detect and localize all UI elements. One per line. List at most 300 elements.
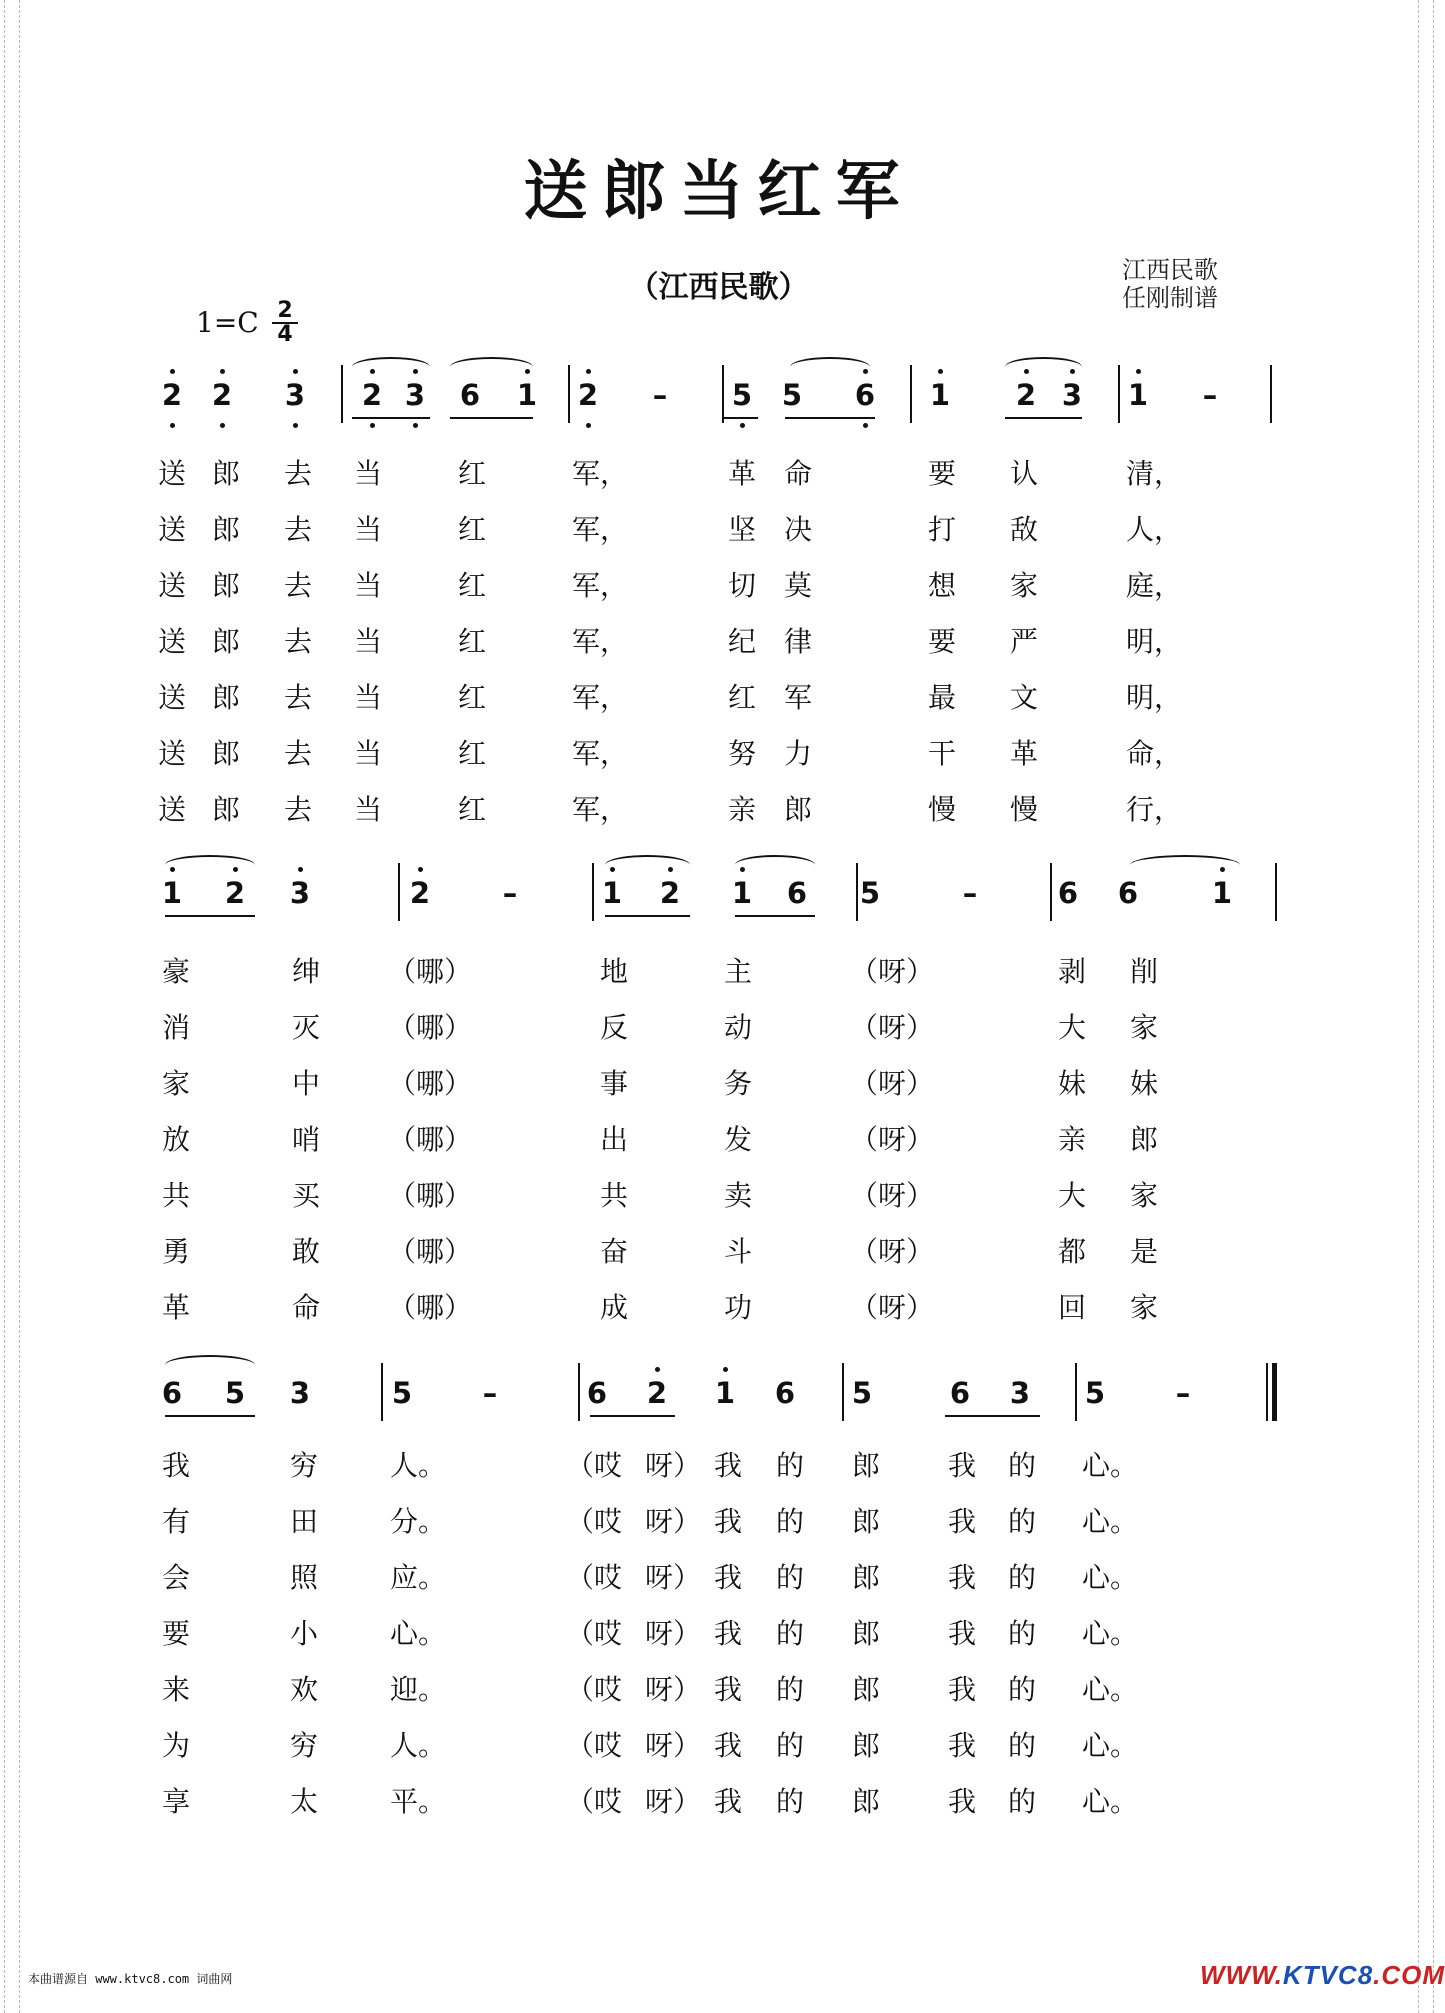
note-1-16: 1 xyxy=(1127,378,1149,412)
beam-underline xyxy=(722,417,758,419)
lyric-1-7-5: 红 xyxy=(458,793,487,826)
lyric-2-1-1: 豪 xyxy=(162,955,191,988)
lyric-3-4-8: 郎 xyxy=(852,1617,881,1650)
note-2-3: 3 xyxy=(289,876,311,910)
lyric-1-4-10: 严 xyxy=(1010,625,1039,658)
note-2-4: 2 xyxy=(409,876,431,910)
lyric-1-2-9: 打 xyxy=(928,513,957,546)
lyric-3-6-10: 的 xyxy=(1008,1729,1037,1762)
lyric-1-6-9: 干 xyxy=(928,737,957,770)
lyric-1-2-7: 坚 xyxy=(728,513,757,546)
lyric-3-5-7: 的 xyxy=(776,1673,805,1706)
lyric-2-1-3: （哪） xyxy=(388,955,473,988)
lyric-2-5-8: 家 xyxy=(1130,1179,1159,1212)
note-1-4: 2 xyxy=(361,378,383,412)
note-1-7: 1 xyxy=(516,378,538,412)
lyric-1-5-6: 军， xyxy=(572,681,629,714)
bar-line xyxy=(578,1363,580,1421)
lyric-3-5-6: 我 xyxy=(714,1673,743,1706)
lyric-1-6-11: 命， xyxy=(1126,737,1183,770)
lyric-3-6-3: 人。 xyxy=(390,1729,447,1762)
lyric-1-5-1: 送 xyxy=(158,681,187,714)
high-octave-dot xyxy=(298,867,303,872)
note-2-1: 1 xyxy=(161,876,183,910)
note-2-7: 2 xyxy=(659,876,681,910)
lyric-3-7-10: 的 xyxy=(1008,1785,1037,1818)
lyric-2-4-2: 哨 xyxy=(292,1123,321,1156)
slur-arc xyxy=(790,357,870,377)
lyric-1-7-3: 去 xyxy=(284,793,313,826)
lyric-1-7-7: 亲 xyxy=(728,793,757,826)
lyric-1-5-3: 去 xyxy=(284,681,313,714)
lyric-2-7-5: 功 xyxy=(724,1291,753,1324)
note-3-11: 6 xyxy=(949,1376,971,1410)
lyric-3-4-9: 我 xyxy=(948,1617,977,1650)
lyric-3-5-11: 心。 xyxy=(1082,1673,1139,1706)
lyric-3-1-4: （哎 xyxy=(566,1449,623,1482)
lyric-3-6-5: 呀） xyxy=(645,1729,702,1762)
lyric-2-4-4: 出 xyxy=(600,1123,629,1156)
lyric-2-3-5: 务 xyxy=(724,1067,753,1100)
note-1-9: – xyxy=(652,378,668,412)
lyric-2-3-3: （哪） xyxy=(388,1067,473,1100)
lyric-2-6-5: 斗 xyxy=(724,1235,753,1268)
lyric-3-6-11: 心。 xyxy=(1082,1729,1139,1762)
lyric-3-2-8: 郎 xyxy=(852,1505,881,1538)
lyric-1-1-6: 军， xyxy=(572,457,629,490)
lyric-1-2-8: 决 xyxy=(784,513,813,546)
lyric-2-1-5: 主 xyxy=(724,955,753,988)
lyric-1-4-5: 红 xyxy=(458,625,487,658)
lyric-1-7-6: 军， xyxy=(572,793,629,826)
lyric-1-7-9: 慢 xyxy=(928,793,957,826)
lyric-2-7-3: （哪） xyxy=(388,1291,473,1324)
note-1-15: 3 xyxy=(1061,378,1083,412)
lyric-2-4-3: （哪） xyxy=(388,1123,473,1156)
note-3-4: 5 xyxy=(391,1376,413,1410)
lyric-1-5-9: 最 xyxy=(928,681,957,714)
lyric-3-2-9: 我 xyxy=(948,1505,977,1538)
lyric-1-5-2: 郎 xyxy=(212,681,241,714)
lyric-1-3-6: 军， xyxy=(572,569,629,602)
lyric-3-2-7: 的 xyxy=(776,1505,805,1538)
bar-line xyxy=(398,863,400,921)
lyric-3-6-8: 郎 xyxy=(852,1729,881,1762)
lyric-1-6-10: 革 xyxy=(1010,737,1039,770)
bar-line xyxy=(381,1363,383,1421)
lyric-3-1-3: 人。 xyxy=(390,1449,447,1482)
lyric-2-3-2: 中 xyxy=(292,1067,321,1100)
bar-line xyxy=(1075,1363,1077,1421)
lyric-1-1-2: 郎 xyxy=(212,457,241,490)
lyric-3-1-5: 呀） xyxy=(645,1449,702,1482)
lyric-1-4-9: 要 xyxy=(928,625,957,658)
lyric-3-3-7: 的 xyxy=(776,1561,805,1594)
lyric-3-6-9: 我 xyxy=(948,1729,977,1762)
lyric-1-6-6: 军， xyxy=(572,737,629,770)
lyric-3-6-7: 的 xyxy=(776,1729,805,1762)
note-2-9: 6 xyxy=(786,876,808,910)
time-signature-top: 2 xyxy=(277,298,293,323)
lyric-2-1-7: 剥 xyxy=(1058,955,1087,988)
lyric-2-7-4: 成 xyxy=(600,1291,629,1324)
brand-prefix: WWW. xyxy=(1200,1960,1283,1990)
bar-line xyxy=(568,365,570,423)
note-1-3: 3 xyxy=(284,378,306,412)
lyric-2-4-8: 郎 xyxy=(1130,1123,1159,1156)
high-octave-dot xyxy=(655,1367,660,1372)
lyric-1-3-9: 想 xyxy=(928,569,957,602)
lyric-2-5-6: （呀） xyxy=(850,1179,935,1212)
lyric-3-4-11: 心。 xyxy=(1082,1617,1139,1650)
lyric-3-3-9: 我 xyxy=(948,1561,977,1594)
lyric-2-5-2: 买 xyxy=(292,1179,321,1212)
lyric-1-5-5: 红 xyxy=(458,681,487,714)
slur-arc xyxy=(165,1355,255,1375)
lyric-1-6-2: 郎 xyxy=(212,737,241,770)
final-bar-line-thick xyxy=(1272,1363,1277,1421)
slur-arc xyxy=(352,357,430,377)
lyric-3-2-3: 分。 xyxy=(390,1505,447,1538)
lyric-1-1-8: 命 xyxy=(784,457,813,490)
lyric-3-7-7: 的 xyxy=(776,1785,805,1818)
low-octave-dot xyxy=(170,423,175,428)
lyric-2-7-2: 命 xyxy=(292,1291,321,1324)
high-octave-dot xyxy=(418,867,423,872)
lyric-3-4-3: 心。 xyxy=(390,1617,447,1650)
lyric-1-5-11: 明， xyxy=(1126,681,1183,714)
lyric-3-1-8: 郎 xyxy=(852,1449,881,1482)
lyric-3-7-2: 太 xyxy=(290,1785,319,1818)
lyric-1-6-5: 红 xyxy=(458,737,487,770)
note-2-13: 6 xyxy=(1117,876,1139,910)
lyric-3-1-1: 我 xyxy=(162,1449,191,1482)
low-octave-dot xyxy=(740,423,745,428)
lyric-1-3-7: 切 xyxy=(728,569,757,602)
lyric-3-7-4: （哎 xyxy=(566,1785,623,1818)
note-2-5: – xyxy=(502,876,518,910)
note-3-5: – xyxy=(482,1376,498,1410)
lyric-3-6-4: （哎 xyxy=(566,1729,623,1762)
bar-line xyxy=(856,863,858,921)
lyric-3-4-2: 小 xyxy=(290,1617,319,1650)
lyric-1-6-4: 当 xyxy=(354,737,383,770)
lyric-1-4-7: 纪 xyxy=(728,625,757,658)
lyric-2-1-4: 地 xyxy=(600,955,629,988)
note-3-10: 5 xyxy=(851,1376,873,1410)
lyric-3-4-7: 的 xyxy=(776,1617,805,1650)
beam-underline xyxy=(1005,417,1082,419)
bar-line xyxy=(722,365,724,423)
lyric-2-1-8: 削 xyxy=(1130,955,1159,988)
note-3-8: 1 xyxy=(714,1376,736,1410)
lyric-3-3-10: 的 xyxy=(1008,1561,1037,1594)
lyric-3-7-5: 呀） xyxy=(645,1785,702,1818)
lyric-3-1-10: 的 xyxy=(1008,1449,1037,1482)
high-octave-dot xyxy=(170,369,175,374)
lyric-2-2-8: 家 xyxy=(1130,1011,1159,1044)
lyric-1-1-7: 革 xyxy=(728,457,757,490)
time-signature-bottom: 4 xyxy=(272,322,298,346)
lyric-1-2-6: 军， xyxy=(572,513,629,546)
lyric-1-2-4: 当 xyxy=(354,513,383,546)
note-2-2: 2 xyxy=(224,876,246,910)
lyric-3-3-2: 照 xyxy=(290,1561,319,1594)
beam-underline xyxy=(352,417,430,419)
lyric-2-3-7: 妹 xyxy=(1058,1067,1087,1100)
note-2-12: 6 xyxy=(1057,876,1079,910)
lyric-1-3-1: 送 xyxy=(158,569,187,602)
lyric-2-6-6: （呀） xyxy=(850,1235,935,1268)
slur-arc xyxy=(1130,855,1240,875)
lyric-1-4-4: 当 xyxy=(354,625,383,658)
lyric-3-1-6: 我 xyxy=(714,1449,743,1482)
lyric-1-7-4: 当 xyxy=(354,793,383,826)
lyric-3-7-6: 我 xyxy=(714,1785,743,1818)
lyric-1-2-11: 人， xyxy=(1126,513,1183,546)
slur-arc xyxy=(450,357,533,377)
lyric-2-7-6: （呀） xyxy=(850,1291,935,1324)
lyric-1-1-11: 清， xyxy=(1126,457,1183,490)
lyric-3-2-2: 田 xyxy=(290,1505,319,1538)
lyric-1-1-4: 当 xyxy=(354,457,383,490)
lyric-2-5-1: 共 xyxy=(162,1179,191,1212)
lyric-1-7-10: 慢 xyxy=(1010,793,1039,826)
lyric-3-3-1: 会 xyxy=(162,1561,191,1594)
slur-arc xyxy=(735,855,815,875)
note-3-6: 6 xyxy=(586,1376,608,1410)
lyric-1-7-11: 行， xyxy=(1126,793,1183,826)
low-octave-dot xyxy=(293,423,298,428)
bar-line xyxy=(910,365,912,423)
lyric-2-5-7: 大 xyxy=(1058,1179,1087,1212)
note-1-17: – xyxy=(1202,378,1218,412)
note-1-12: 6 xyxy=(854,378,876,412)
low-octave-dot xyxy=(586,423,591,428)
lyric-3-3-11: 心。 xyxy=(1082,1561,1139,1594)
high-octave-dot xyxy=(723,1367,728,1372)
bar-line xyxy=(1275,863,1277,921)
beam-underline xyxy=(785,417,875,419)
lyric-3-2-5: 呀） xyxy=(645,1505,702,1538)
lyric-1-5-4: 当 xyxy=(354,681,383,714)
lyric-1-2-2: 郎 xyxy=(212,513,241,546)
lyric-1-3-10: 家 xyxy=(1010,569,1039,602)
lyric-3-3-3: 应。 xyxy=(390,1561,447,1594)
bar-line xyxy=(842,1363,844,1421)
note-3-13: 5 xyxy=(1084,1376,1106,1410)
lyric-2-2-2: 灭 xyxy=(292,1011,321,1044)
slur-arc xyxy=(1005,357,1082,377)
beam-underline xyxy=(590,1415,675,1417)
lyric-2-2-7: 大 xyxy=(1058,1011,1087,1044)
bar-line xyxy=(1118,365,1120,423)
note-1-5: 3 xyxy=(404,378,426,412)
lyric-2-3-6: （呀） xyxy=(850,1067,935,1100)
lyric-1-5-7: 红 xyxy=(728,681,757,714)
brand-main: KTVC8 xyxy=(1282,1960,1374,1990)
lyric-1-7-1: 送 xyxy=(158,793,187,826)
note-3-7: 2 xyxy=(646,1376,668,1410)
low-octave-dot xyxy=(370,423,375,428)
brand-suffix: .COM xyxy=(1373,1960,1445,1990)
lyric-2-7-8: 家 xyxy=(1130,1291,1159,1324)
lyric-2-3-8: 妹 xyxy=(1130,1067,1159,1100)
lyric-2-3-4: 事 xyxy=(600,1067,629,1100)
note-2-10: 5 xyxy=(859,876,881,910)
lyric-2-2-3: （哪） xyxy=(388,1011,473,1044)
lyric-1-4-3: 去 xyxy=(284,625,313,658)
lyric-2-2-1: 消 xyxy=(162,1011,191,1044)
lyric-3-5-2: 欢 xyxy=(290,1673,319,1706)
note-2-6: 1 xyxy=(601,876,623,910)
lyric-1-7-2: 郎 xyxy=(212,793,241,826)
lyric-3-5-10: 的 xyxy=(1008,1673,1037,1706)
lyric-3-7-3: 平。 xyxy=(390,1785,447,1818)
lyric-3-6-2: 穷 xyxy=(290,1729,319,1762)
lyric-3-5-5: 呀） xyxy=(645,1673,702,1706)
credit-arranger: 任刚制谱 xyxy=(1122,284,1218,312)
lyric-3-2-10: 的 xyxy=(1008,1505,1037,1538)
lyric-2-5-5: 卖 xyxy=(724,1179,753,1212)
lyric-2-6-3: （哪） xyxy=(388,1235,473,1268)
high-octave-dot xyxy=(220,369,225,374)
lyric-3-5-1: 来 xyxy=(162,1673,191,1706)
lyric-1-4-6: 军， xyxy=(572,625,629,658)
lyric-2-4-6: （呀） xyxy=(850,1123,935,1156)
lyric-3-6-1: 为 xyxy=(162,1729,191,1762)
lyric-1-1-1: 送 xyxy=(158,457,187,490)
lyric-2-6-8: 是 xyxy=(1130,1235,1159,1268)
lyric-1-4-2: 郎 xyxy=(212,625,241,658)
lyric-1-3-2: 郎 xyxy=(212,569,241,602)
lyric-2-4-7: 亲 xyxy=(1058,1123,1087,1156)
lyric-2-7-7: 回 xyxy=(1058,1291,1087,1324)
lyric-3-4-1: 要 xyxy=(162,1617,191,1650)
lyric-1-2-10: 敌 xyxy=(1010,513,1039,546)
lyric-3-4-10: 的 xyxy=(1008,1617,1037,1650)
note-2-11: – xyxy=(962,876,978,910)
lyric-3-4-6: 我 xyxy=(714,1617,743,1650)
lyric-1-3-5: 红 xyxy=(458,569,487,602)
note-3-9: 6 xyxy=(774,1376,796,1410)
beam-underline xyxy=(735,915,815,917)
lyric-3-5-9: 我 xyxy=(948,1673,977,1706)
lyric-2-3-1: 家 xyxy=(162,1067,191,1100)
note-2-8: 1 xyxy=(731,876,753,910)
lyric-1-3-3: 去 xyxy=(284,569,313,602)
note-1-11: 5 xyxy=(781,378,803,412)
note-3-3: 3 xyxy=(289,1376,311,1410)
lyric-3-1-7: 的 xyxy=(776,1449,805,1482)
lyric-2-6-1: 勇 xyxy=(162,1235,191,1268)
lyric-1-2-5: 红 xyxy=(458,513,487,546)
lyric-3-3-6: 我 xyxy=(714,1561,743,1594)
beam-underline xyxy=(165,1415,255,1417)
lyric-1-5-8: 军 xyxy=(784,681,813,714)
lyric-1-6-8: 力 xyxy=(784,737,813,770)
note-1-14: 2 xyxy=(1015,378,1037,412)
lyric-3-2-11: 心。 xyxy=(1082,1505,1139,1538)
lyric-1-5-10: 文 xyxy=(1010,681,1039,714)
key-signature: 1=C xyxy=(196,306,259,339)
footer-source: 本曲谱源自 www.ktvc8.com 词曲网 xyxy=(28,1972,233,1986)
lyric-3-2-6: 我 xyxy=(714,1505,743,1538)
song-title: 送郎当红军 xyxy=(523,154,914,229)
lyric-3-2-4: （哎 xyxy=(566,1505,623,1538)
lyric-1-6-1: 送 xyxy=(158,737,187,770)
lyric-3-7-11: 心。 xyxy=(1082,1785,1139,1818)
lyric-1-1-10: 认 xyxy=(1010,457,1039,490)
footer-brand xyxy=(1200,1960,1445,1991)
lyric-1-3-11: 庭， xyxy=(1126,569,1183,602)
lyric-1-3-8: 莫 xyxy=(784,569,813,602)
lyric-1-3-4: 当 xyxy=(354,569,383,602)
lyric-1-1-3: 去 xyxy=(284,457,313,490)
lyric-2-5-4: 共 xyxy=(600,1179,629,1212)
lyric-1-7-8: 郎 xyxy=(784,793,813,826)
note-1-10: 5 xyxy=(731,378,753,412)
lyric-3-6-6: 我 xyxy=(714,1729,743,1762)
final-bar-line xyxy=(1266,1363,1268,1421)
lyric-1-4-1: 送 xyxy=(158,625,187,658)
lyric-2-5-3: （哪） xyxy=(388,1179,473,1212)
note-1-1: 2 xyxy=(161,378,183,412)
low-octave-dot xyxy=(413,423,418,428)
lyric-2-7-1: 革 xyxy=(162,1291,191,1324)
lyric-1-1-5: 红 xyxy=(458,457,487,490)
lyric-3-7-1: 享 xyxy=(162,1785,191,1818)
lyric-2-4-1: 放 xyxy=(162,1123,191,1156)
lyric-1-4-8: 律 xyxy=(784,625,813,658)
lyric-3-4-5: 呀） xyxy=(645,1617,702,1650)
lyric-2-1-6: （呀） xyxy=(850,955,935,988)
note-3-14: – xyxy=(1175,1376,1191,1410)
lyric-3-5-3: 迎。 xyxy=(390,1673,447,1706)
lyric-3-1-11: 心。 xyxy=(1082,1449,1139,1482)
lyric-1-6-7: 努 xyxy=(728,737,757,770)
note-3-2: 5 xyxy=(224,1376,246,1410)
beam-underline xyxy=(165,915,255,917)
credit-origin: 江西民歌 xyxy=(1122,256,1218,284)
note-1-13: 1 xyxy=(929,378,951,412)
lyric-3-3-8: 郎 xyxy=(852,1561,881,1594)
high-octave-dot xyxy=(1136,369,1141,374)
lyric-3-3-4: （哎 xyxy=(566,1561,623,1594)
high-octave-dot xyxy=(293,369,298,374)
lyric-1-4-11: 明， xyxy=(1126,625,1183,658)
note-3-1: 6 xyxy=(161,1376,183,1410)
beam-underline xyxy=(605,915,690,917)
beam-underline xyxy=(450,417,533,419)
lyric-2-4-5: 发 xyxy=(724,1123,753,1156)
slur-arc xyxy=(165,855,255,875)
lyric-3-3-5: 呀） xyxy=(645,1561,702,1594)
lyric-2-2-6: （呀） xyxy=(850,1011,935,1044)
lyric-3-4-4: （哎 xyxy=(566,1617,623,1650)
lyric-3-1-9: 我 xyxy=(948,1449,977,1482)
lyric-1-2-3: 去 xyxy=(284,513,313,546)
lyric-1-1-9: 要 xyxy=(928,457,957,490)
lyric-2-6-4: 奋 xyxy=(600,1235,629,1268)
bar-line xyxy=(592,863,594,921)
bar-line xyxy=(1050,863,1052,921)
lyric-3-7-9: 我 xyxy=(948,1785,977,1818)
lyric-1-6-3: 去 xyxy=(284,737,313,770)
note-1-6: 6 xyxy=(459,378,481,412)
slur-arc xyxy=(605,855,690,875)
bar-line xyxy=(341,365,343,423)
